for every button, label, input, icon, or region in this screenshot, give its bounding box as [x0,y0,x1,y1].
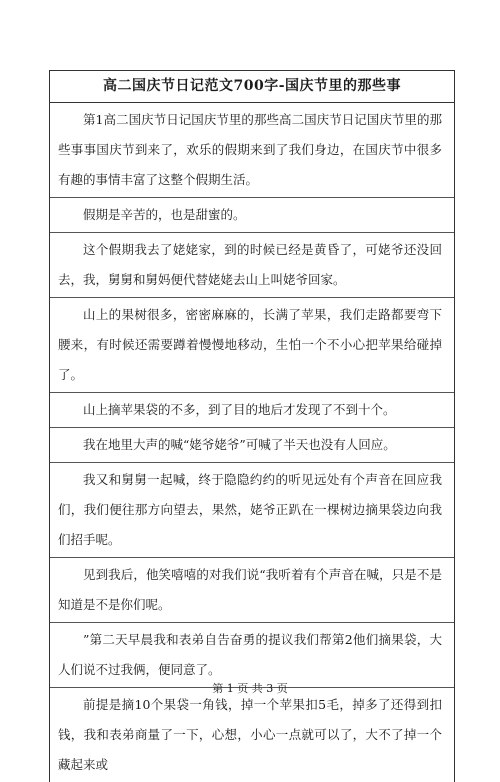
paragraph: 我又和舅舅一起喊，终于隐隐约约的听见远处有个声音在回应我们，我们便往那方向望去，果然，姥爷正趴在一棵树边摘果袋边向我们招手呢。 [50,463,454,558]
paragraph: 我在地里大声的喊“姥爷姥爷”可喊了半天也没有人回应。 [50,428,454,463]
paragraph: 假期是辛苦的，也是甜蜜的。 [50,198,454,233]
paragraph: 山上的果树很多，密密麻麻的，长满了苹果，我们走路都要弯下腰来，有时候还需要蹲着慢慢地移动，生怕一个不小心把苹果给碰掉了。 [50,298,454,393]
paragraph: 前提是摘10个果袋一角钱，掉一个苹果扣5毛，掉多了还得到扣钱，我和表弟商量了一下，心想，小心一点就可以了，大不了掉一个藏起来或 [58,697,442,772]
paragraph: 第1高二国庆节日记国庆节里的那些高二国庆节日记国庆节里的那些事事国庆节到来了，欢乐的假期来到了我们身边，在国庆节中很多有趣的事情丰富了这整个假期生活。 [50,103,454,198]
document-table [49,70,455,782]
paragraph: 这个假期我去了姥姥家，到的时候已经是黄昏了，可姥爷还没回去，我，舅舅和舅妈便代替姥姥去山上叫姥爷回家。 [50,233,454,298]
paragraph: 见到我后，他笑嘻嘻的对我们说“我听着有个声音在喊，只是不是知道是不是你们呢。 [50,558,454,623]
document-title: 高二国庆节日记范文700字-国庆节里的那些事 [50,71,454,103]
paragraph: ”第二天早晨我和表弟自告奋勇的提议我们帮第2他们摘果袋，大人们说不过我俩，便同意了。 [50,623,454,688]
paragraph: 山上摘苹果袋的不多，到了目的地后才发现了不到十个。 [50,393,454,428]
page-number: 第 1 页 共 3 页 [212,682,288,695]
